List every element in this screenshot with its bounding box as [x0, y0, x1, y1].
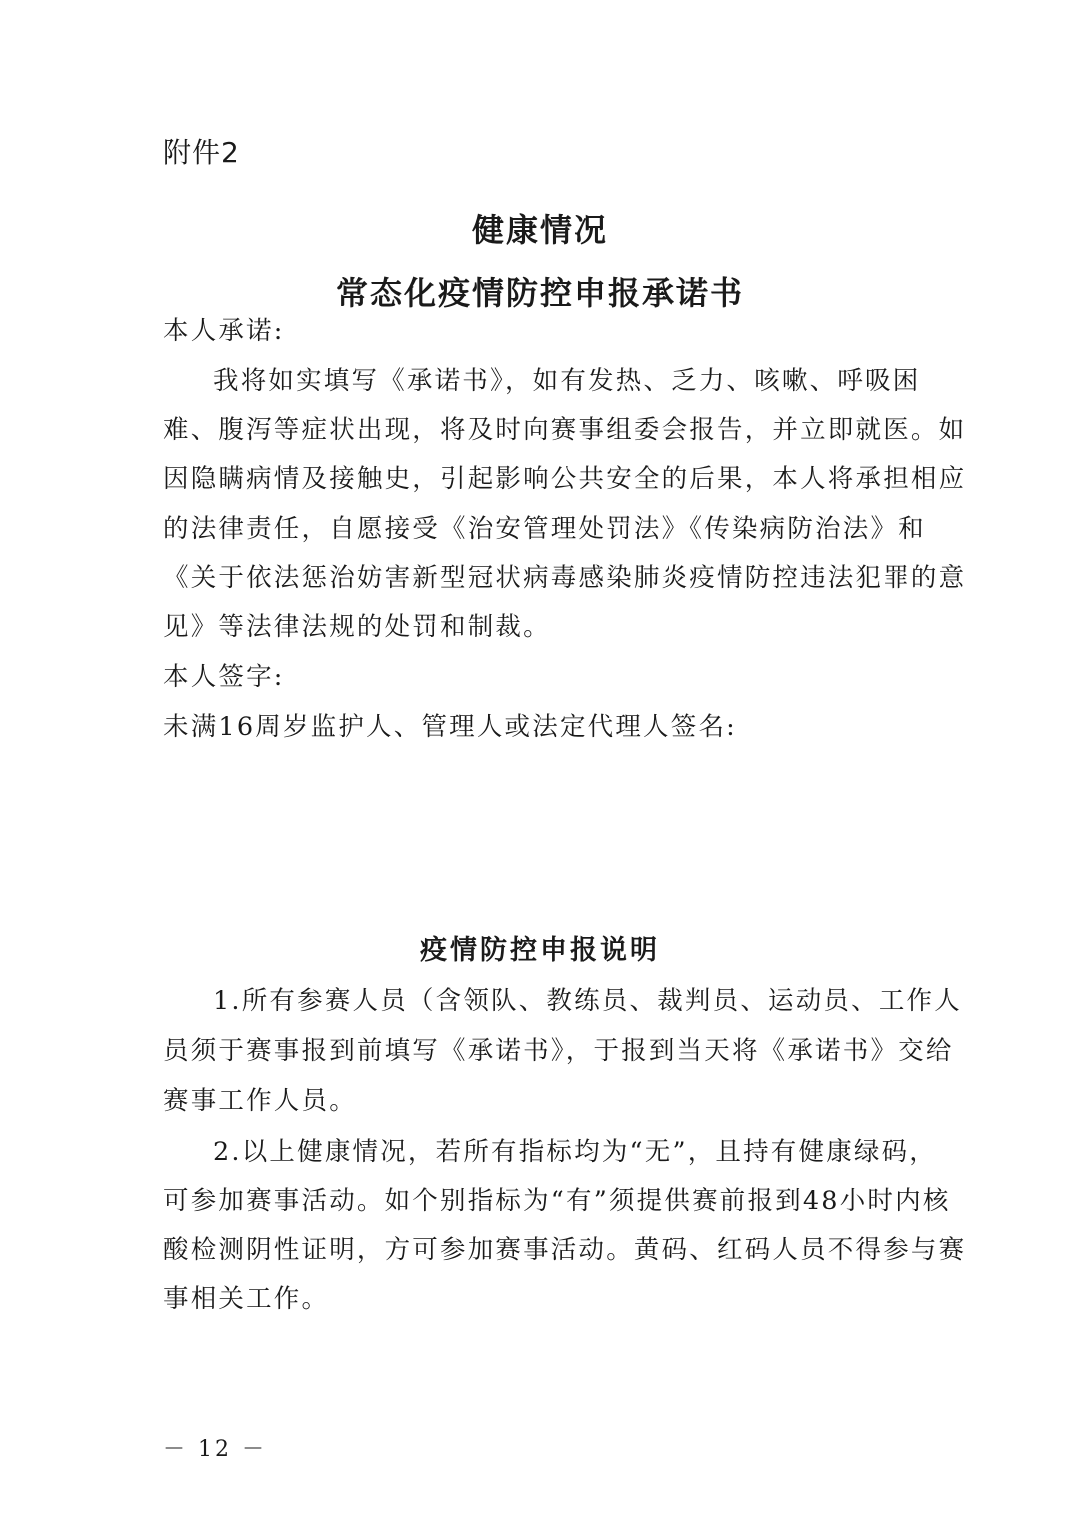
promise-line: 《关于依法惩治妨害新型冠状病毒感染肺炎疫情防控违法犯罪的意: [163, 563, 967, 593]
notes-line: 员须于赛事报到前填写《承诺书》，于报到当天将《承诺书》交给: [163, 1036, 954, 1066]
attachment-label: 附件2: [163, 136, 240, 169]
notes-line: 酸检测阴性证明，方可参加赛事活动。黄码、红码人员不得参与赛: [163, 1235, 967, 1265]
promise-line: 的法律责任，自愿接受《治安管理处罚法》《传染病防治法》和: [163, 514, 926, 544]
signature-label: 本人签字:: [163, 662, 285, 692]
promise-line: 因隐瞒病情及接触史，引起影响公共安全的后果，本人将承担相应: [163, 464, 967, 494]
promise-line: 见》等法律法规的处罚和制裁。: [163, 612, 551, 642]
notes-line: 2.以上健康情况，若所有指标均为“无”，且持有健康绿码，: [213, 1137, 938, 1167]
notes-title: 疫情防控申报说明: [420, 935, 660, 966]
document-title-line1: 健康情况: [471, 211, 608, 249]
guardian-signature-label: 未满16周岁监护人、管理人或法定代理人签名:: [163, 712, 737, 742]
promise-line: 我将如实填写《承诺书》，如有发热、乏力、咳嗽、呼吸困: [213, 366, 921, 396]
notes-line: 可参加赛事活动。如个别指标为“有”须提供赛前报到48小时内核: [163, 1186, 951, 1216]
notes-line: 赛事工作人员。: [163, 1086, 357, 1116]
page-number: － 12 －: [163, 1437, 267, 1462]
promise-intro: 本人承诺:: [163, 316, 285, 346]
document-title-line2: 常态化疫情防控申报承诺书: [335, 274, 744, 312]
notes-line: 1.所有参赛人员（含领队、教练员、裁判员、运动员、工作人: [213, 986, 962, 1016]
notes-line: 事相关工作。: [163, 1284, 330, 1314]
promise-line: 难、腹泻等症状出现，将及时向赛事组委会报告，并立即就医。如: [163, 415, 967, 445]
